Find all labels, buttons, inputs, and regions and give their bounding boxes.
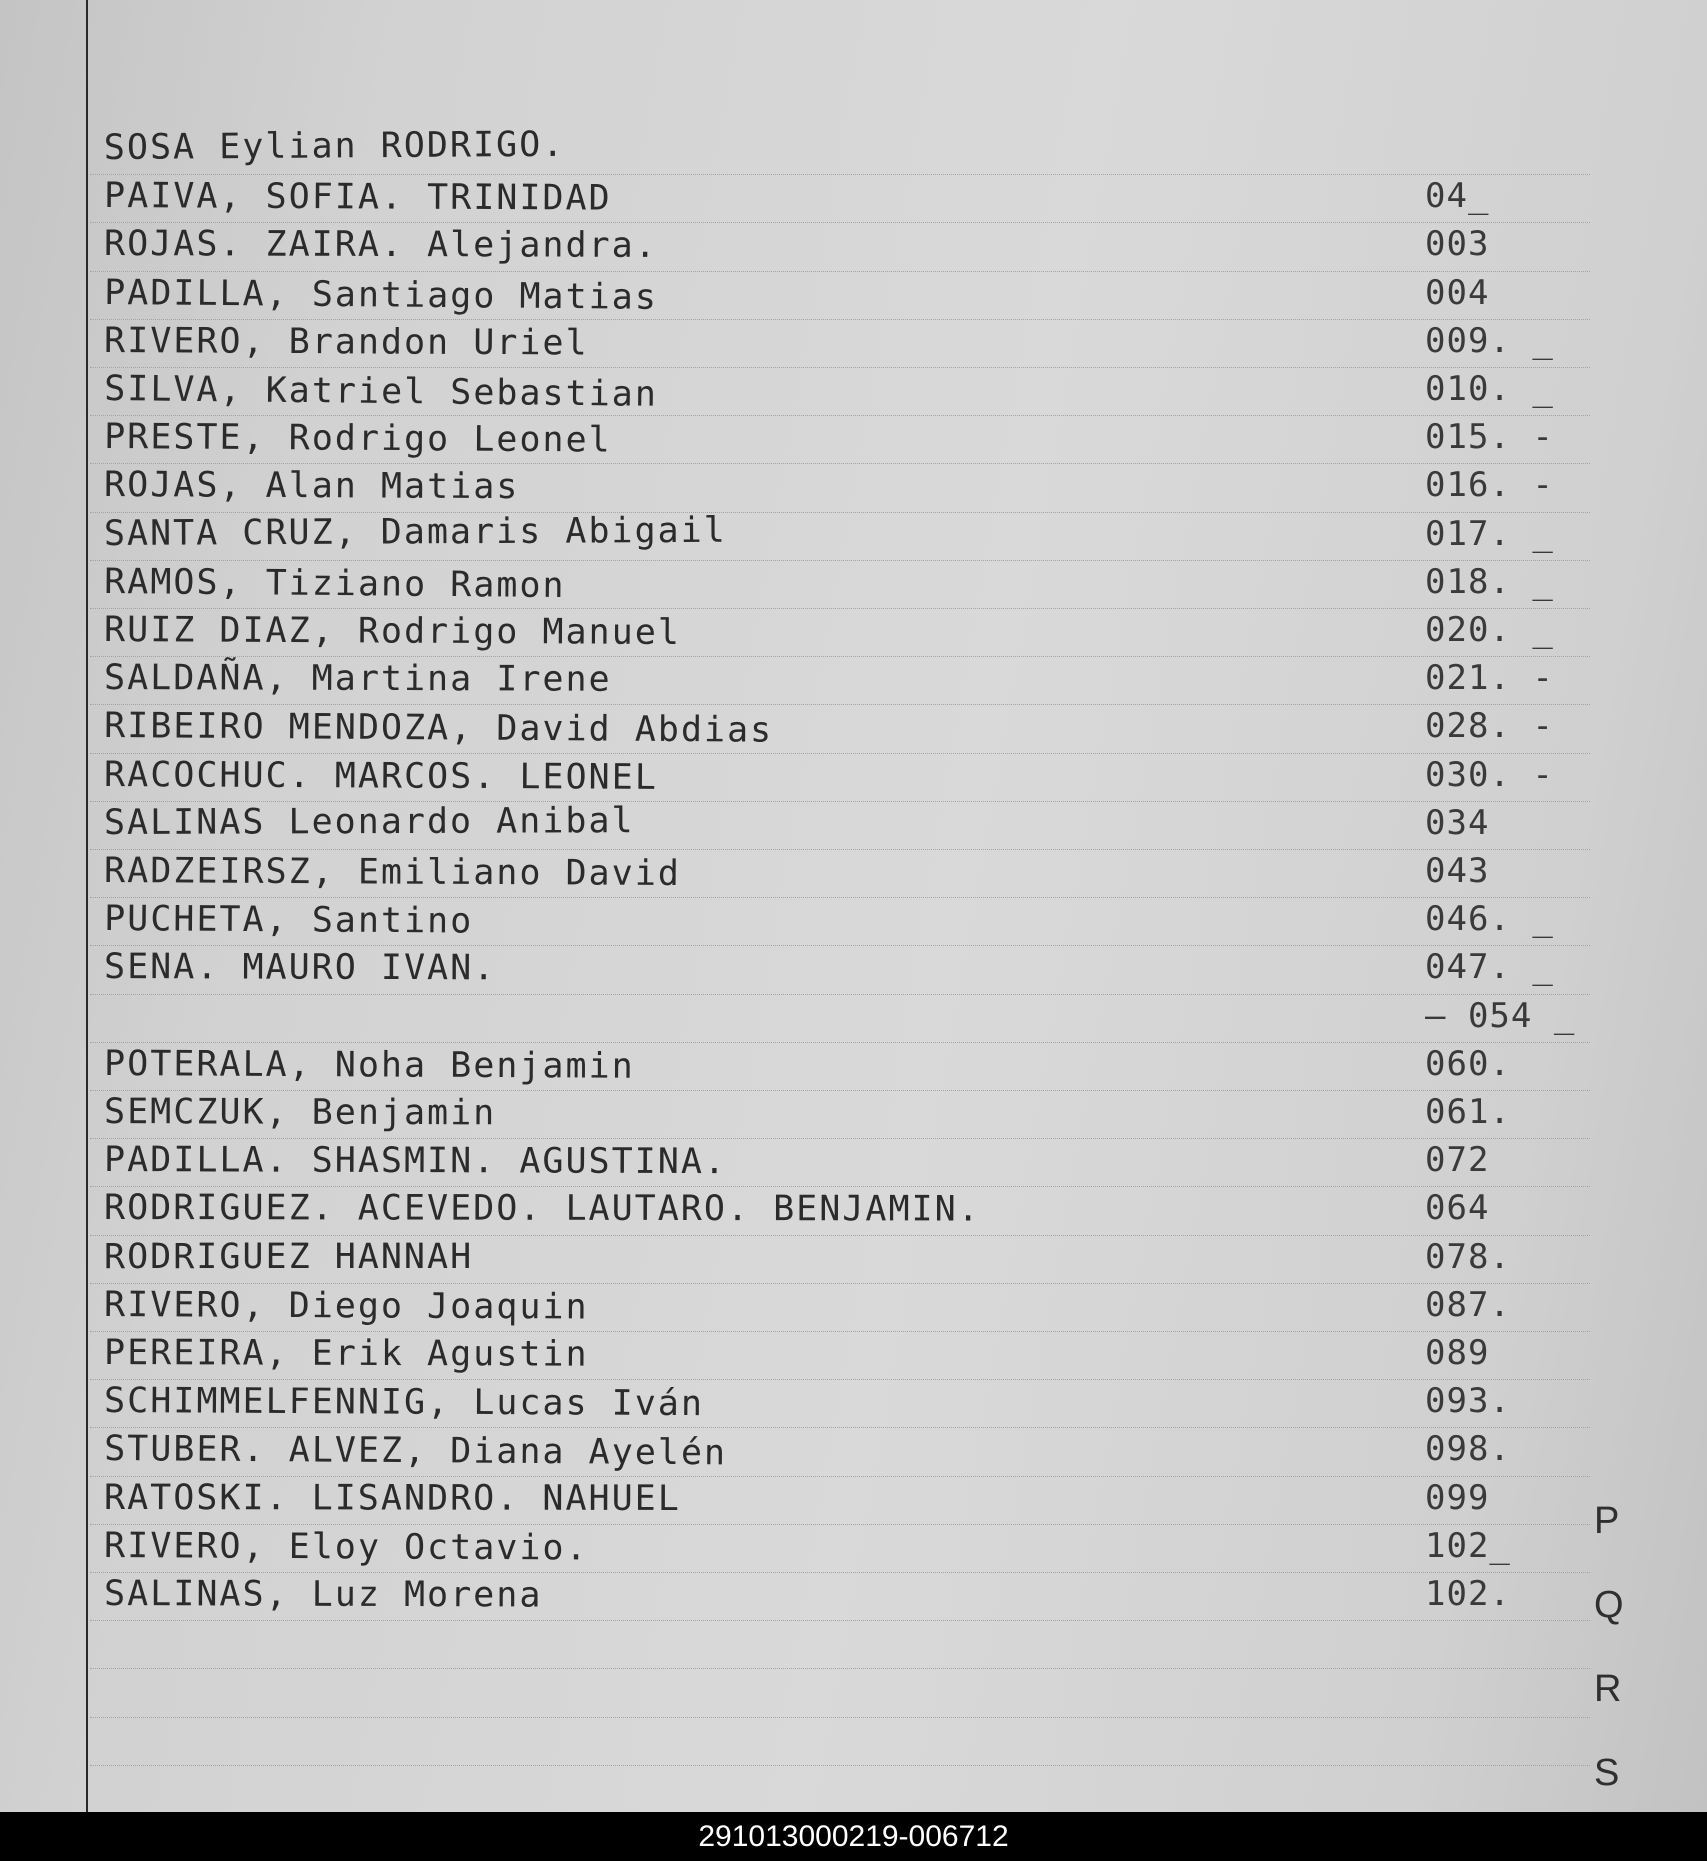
student-name: PRESTE, Rodrigo Leonel — [104, 417, 612, 461]
roll-number: 047. _ — [1425, 947, 1554, 988]
roster-row — [0, 610, 1707, 658]
roster-row — [0, 124, 1707, 176]
student-name: RATOSKI. LISANDRO. NAHUEL — [104, 1477, 681, 1519]
roll-number: 078. — [1425, 1236, 1511, 1277]
roll-number: 043 — [1425, 851, 1490, 891]
student-name: SANTA CRUZ, Damaris Abigail — [103, 510, 727, 554]
roster-row — [0, 800, 1707, 851]
roll-number: 064 — [1425, 1188, 1490, 1229]
student-name: RAMOS, Tiziano Ramon — [104, 561, 566, 606]
roster-row — [0, 706, 1707, 754]
roster-row — [0, 176, 1707, 224]
roster-row — [0, 947, 1707, 995]
student-name: PADILLA, Santiago Matias — [104, 272, 659, 318]
ruled-line — [90, 1717, 1590, 1718]
student-name: SOSA Eylian RODRIGO. — [103, 124, 566, 168]
roster-row — [0, 321, 1707, 369]
roll-number: 004 — [1425, 272, 1490, 313]
roster-row — [0, 369, 1707, 417]
student-name: ROJAS, Alan Matias — [104, 465, 520, 508]
roll-number: 009. _ — [1425, 320, 1554, 361]
roster-row — [0, 851, 1707, 899]
index-tab-p: P — [1594, 1500, 1620, 1542]
student-name: RADZEIRSZ, Emiliano David — [104, 851, 681, 895]
student-name: SALDAÑA, Martina Irene — [104, 658, 612, 700]
student-name: PAIVA, SOFIA. TRINIDAD — [104, 176, 612, 219]
roll-number: 060. — [1425, 1043, 1511, 1084]
roster-row — [0, 1333, 1707, 1381]
roster-row — [0, 996, 1707, 1044]
roll-number: 017. _ — [1425, 513, 1554, 554]
roster-row — [0, 510, 1707, 562]
roster-row — [0, 417, 1707, 465]
student-name: RIVERO, Brandon Uriel — [104, 320, 589, 364]
student-name: SALINAS Leonardo Anibal — [103, 800, 635, 843]
student-name: PEREIRA, Erik Agustin — [104, 1333, 589, 1375]
roll-number: — 054 _ — [1425, 995, 1576, 1036]
roster-row — [0, 899, 1707, 947]
roll-number: 102. — [1425, 1574, 1511, 1614]
ruled-line — [90, 1668, 1590, 1669]
roll-number: 102_ — [1425, 1525, 1511, 1566]
roster-row — [0, 1478, 1707, 1526]
student-name: POTERALA, Noha Benjamin — [104, 1043, 635, 1087]
roll-number: 003 — [1425, 224, 1490, 265]
roster-row — [0, 658, 1707, 706]
roster-row — [0, 1044, 1707, 1092]
document-id-footer: 291013000219-006712 — [0, 1812, 1707, 1861]
roll-number: 010. _ — [1425, 369, 1554, 409]
student-name: RIVERO, Eloy Octavio. — [104, 1525, 589, 1569]
index-tab-q: Q — [1594, 1584, 1624, 1626]
roll-number: 087. — [1425, 1284, 1511, 1325]
roll-number: 093. — [1425, 1381, 1511, 1422]
roll-number: 030. - — [1425, 754, 1554, 795]
roster-row — [0, 1188, 1707, 1236]
student-name: SILVA, Katriel Sebastian — [104, 369, 659, 415]
student-name: RODRIGUEZ HANNAH — [104, 1236, 474, 1277]
roll-number: 046. _ — [1425, 899, 1554, 940]
student-name: SCHIMMELFENNIG, Lucas Iván — [104, 1381, 705, 1425]
roster-row — [0, 1429, 1707, 1477]
roll-number: 034 — [1425, 802, 1490, 843]
roll-number: 04_ — [1425, 176, 1490, 217]
roster-row — [0, 755, 1707, 803]
student-name: RUIZ DIAZ, Rodrigo Manuel — [104, 610, 681, 654]
roster-row — [0, 273, 1707, 321]
roster-row — [0, 562, 1707, 610]
roll-number: 098. — [1425, 1429, 1511, 1470]
student-name: ROJAS. ZAIRA. Alejandra. — [104, 224, 658, 267]
student-name: PUCHETA, Santino — [104, 899, 474, 942]
student-name: PADILLA. SHASMIN. AGUSTINA. — [104, 1140, 728, 1183]
roster-row — [0, 1237, 1707, 1285]
roll-number: 099 — [1425, 1477, 1490, 1518]
roll-number: 016. - — [1425, 465, 1554, 506]
student-name: SEMCZUK, Benjamin — [104, 1092, 497, 1134]
student-name: RODRIGUEZ. ACEVEDO. LAUTARO. BENJAMIN. — [104, 1188, 981, 1230]
student-name: SALINAS, Luz Morena — [104, 1574, 543, 1616]
roll-number: 028. - — [1425, 706, 1554, 747]
roster-row — [0, 1574, 1707, 1622]
roll-number: 072 — [1425, 1140, 1490, 1181]
roster-row — [0, 1092, 1707, 1140]
roll-number: 020. _ — [1425, 610, 1554, 650]
student-name: RIBEIRO MENDOZA, David Abdias — [104, 706, 774, 752]
student-name: RACOCHUC. MARCOS. LEONEL — [104, 754, 658, 798]
roster-row — [0, 1526, 1707, 1574]
roster-row — [0, 1140, 1707, 1188]
roll-number: 089 — [1425, 1333, 1490, 1373]
student-name: RIVERO, Diego Joaquin — [104, 1284, 589, 1328]
roster-row — [0, 224, 1707, 272]
roster-row — [0, 1285, 1707, 1333]
index-tab-s: S — [1594, 1752, 1620, 1794]
student-name: SENA. MAURO IVAN. — [104, 947, 497, 989]
student-name: STUBER. ALVEZ, Diana Ayelén — [104, 1429, 728, 1474]
roster-row — [0, 465, 1707, 513]
roll-number: 018. _ — [1425, 561, 1554, 602]
index-tab-r: R — [1594, 1668, 1622, 1710]
ruled-line — [90, 1765, 1590, 1766]
roll-number: 021. - — [1425, 658, 1554, 699]
roll-number: 061. — [1425, 1092, 1511, 1132]
roll-number: 015. - — [1425, 417, 1554, 458]
roster-row — [0, 1381, 1707, 1429]
